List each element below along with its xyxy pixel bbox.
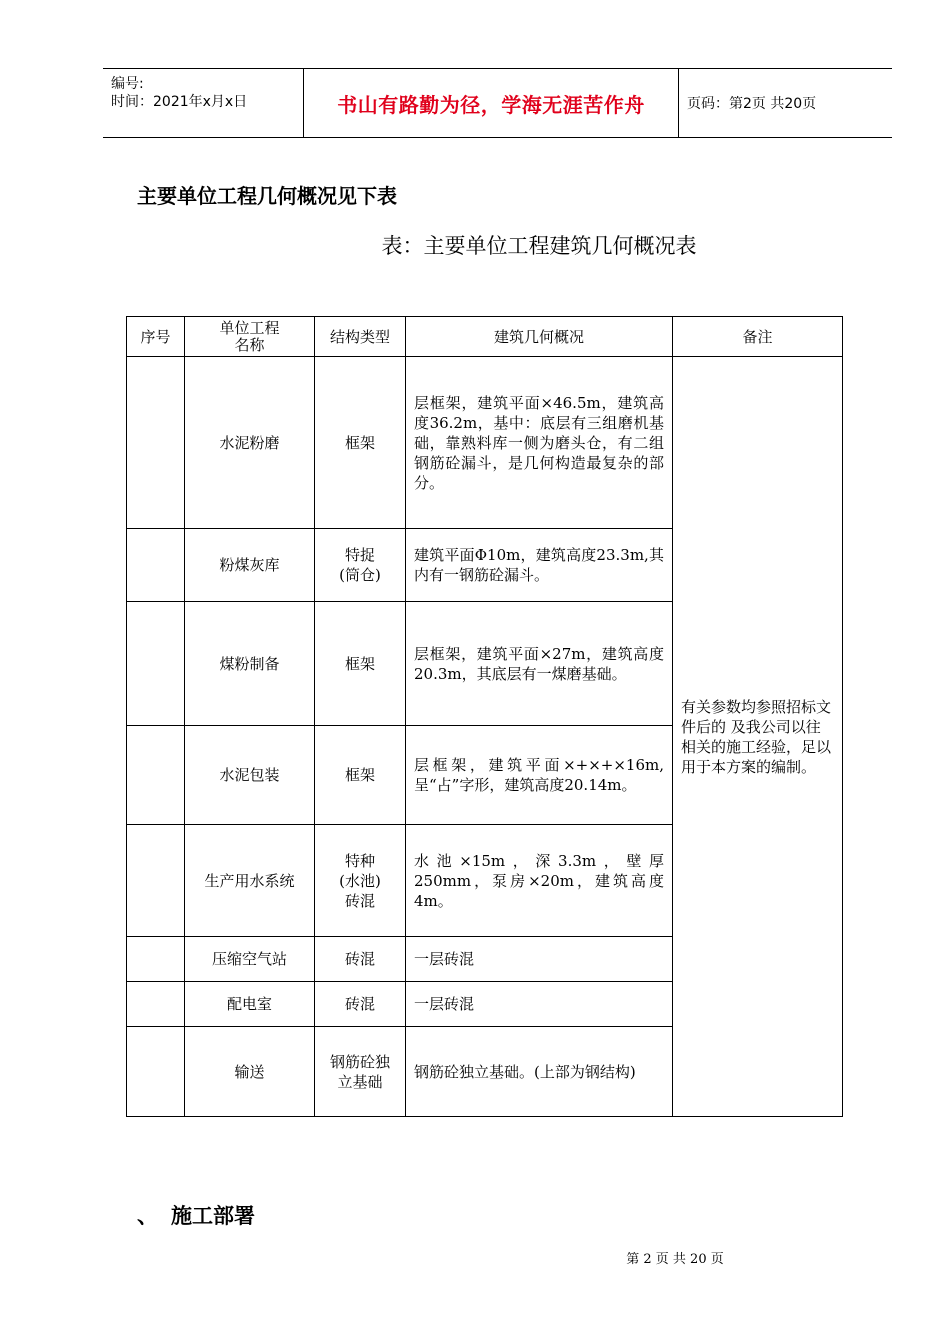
row-no: [127, 726, 185, 825]
row-structure: [315, 1027, 406, 1117]
row-no: [127, 937, 185, 982]
row-structure: 框架: [315, 726, 406, 825]
row-no: [127, 602, 185, 726]
col-header-name: [185, 317, 315, 357]
row-desc: 钢筋砼独立基础。(上部为钢结构): [406, 1027, 673, 1117]
note-cell: 有关参数均参照招标文件后的 及我公司以往相关的施工经验，足以用于本方案的编制。: [673, 357, 843, 1117]
row-name: 煤粉制备: [185, 602, 315, 726]
table-title: 表：主要单位工程建筑几何概况表: [381, 234, 697, 258]
page-header: [103, 68, 892, 138]
row-structure-text: 特种(水池)砖混: [339, 851, 381, 910]
row-desc: 一层砖混: [406, 937, 673, 982]
row-structure-text: 钢筋砼独立基础: [329, 1052, 390, 1091]
row-name: 水泥包装: [185, 726, 315, 825]
row-no: [127, 357, 185, 529]
row-name: 配电室: [185, 982, 315, 1027]
sub-heading: [137, 1200, 255, 1230]
row-desc: 层框架，建筑平面×27m，建筑高度20.3m，其底层有一煤磨基础。: [406, 602, 673, 726]
time-label: 时间：2021年x月x日: [111, 94, 248, 110]
motto: 书山有路勤为径，学海无涯苦作舟: [337, 92, 645, 117]
row-name: 压缩空气站: [185, 937, 315, 982]
row-structure-text: 特捉(筒仓): [339, 546, 381, 584]
page-footer: 第 2 页 共 20 页: [626, 1252, 724, 1267]
col-header-structure: 结构类型: [315, 317, 406, 357]
sub-heading-number: 、: [137, 1204, 158, 1228]
col-header-note: 备注: [673, 317, 843, 357]
row-no: [127, 825, 185, 937]
page-footer-wrap: [0, 1248, 950, 1267]
row-desc: 建筑平面Φ10m，建筑高度23.3m,其内有一钢筋砼漏斗。: [406, 529, 673, 602]
col-header-desc: 建筑几何概况: [406, 317, 673, 357]
row-structure: 砖混: [315, 937, 406, 982]
row-desc: 水池×15m，深3.3m，壁厚250mm，泵房×20m，建筑高度4m。: [406, 825, 673, 937]
row-no: [127, 1027, 185, 1117]
header-meta: [103, 69, 303, 137]
row-structure: 框架: [315, 602, 406, 726]
row-structure: 框架: [315, 357, 406, 529]
code-label: 编号:: [111, 76, 144, 92]
header-page-cell: [679, 69, 892, 137]
row-desc: 一层砖混: [406, 982, 673, 1027]
col-header-name-text: 单位工程名称: [219, 318, 280, 354]
row-name: 粉煤灰库: [185, 529, 315, 602]
sub-heading-title: 施工部署: [171, 1204, 255, 1228]
col-header-no: 序号: [127, 317, 185, 357]
row-name: 输送: [185, 1027, 315, 1117]
table-title-wrap: [0, 230, 950, 260]
header-motto-cell: [303, 69, 679, 137]
row-no: [127, 529, 185, 602]
row-structure: [315, 825, 406, 937]
geometry-table: [126, 316, 843, 1117]
row-structure: [315, 529, 406, 602]
row-desc: 层框架，建筑平面×46.5m，建筑高度36.2m，基中：底层有三组磨机基础，靠熟料库一侧为磨头仓，有二组钢筋砼漏斗，是几何构造最复杂的部分。: [406, 357, 673, 529]
row-name: 水泥粉磨: [185, 357, 315, 529]
row-name: 生产用水系统: [185, 825, 315, 937]
row-no: [127, 982, 185, 1027]
row-structure: 砖混: [315, 982, 406, 1027]
section-heading: 主要单位工程几何概况见下表: [137, 184, 397, 208]
page-info: 页码：第2页 共20页: [687, 96, 817, 112]
table-row: [127, 357, 843, 529]
row-desc: 层框架，建筑平面×+×+×16m,呈“占”字形，建筑高度20.14m。: [406, 726, 673, 825]
table-header-row: [127, 317, 843, 357]
